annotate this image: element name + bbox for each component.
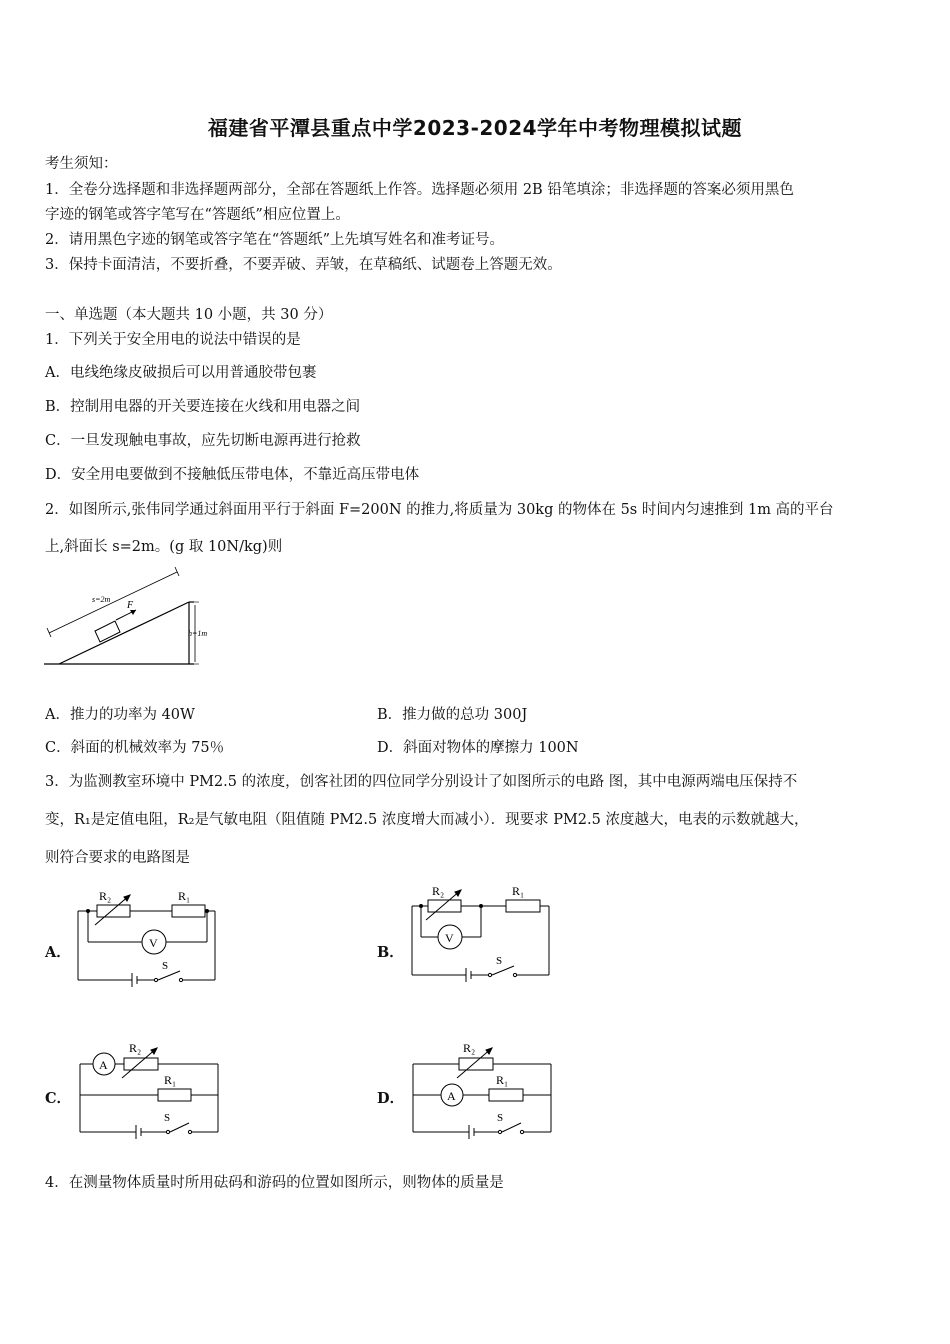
voltmeter-label: V [445, 931, 454, 945]
incline-figure [44, 565, 224, 670]
r2-label: R₂ [99, 889, 112, 903]
q3-stem-1: 3．为监测教室环境中 PM2.5 的浓度，创客社团的四位同学分别设计了如图所示的电路 图，其中电源两端电压保持不 [45, 774, 798, 790]
switch-label: S [164, 1112, 171, 1124]
r1-label: R₁ [178, 889, 191, 903]
r1-label: R₁ [496, 1073, 509, 1087]
voltmeter-label: V [149, 936, 158, 950]
notice-item-1: 1．全卷分选择题和非选择题两部分，全部在答题纸上作答。选择题必须用 2B 铅笔填涂；非选择题的答案必须用黑色 [45, 182, 794, 198]
ammeter-label: A [99, 1058, 108, 1072]
circuit-a-label: A． [45, 944, 71, 961]
notice-heading: 考生须知： [45, 156, 118, 172]
q2-option-d: D．斜面对物体的摩擦力 100N [377, 740, 579, 756]
r2-label: R₂ [129, 1041, 142, 1055]
notice-item-1-cont: 字迹的钢笔或答字笔写在“答题纸”相应位置上。 [45, 207, 350, 223]
r2-label: R₂ [432, 884, 445, 898]
circuit-b-label: B． [377, 944, 404, 961]
ammeter-label: A [447, 1089, 456, 1103]
q2-option-b: B．推力做的总功 300J [377, 707, 528, 723]
switch-label: S [496, 955, 503, 967]
notice-item-3: 3．保持卡面清洁，不要折叠，不要弄破、弄皱，在草稿纸、试题卷上答题无效。 [45, 257, 562, 273]
height-label: h=1m [188, 629, 208, 638]
circuit-d-diagram [405, 1030, 565, 1140]
r1-label: R₁ [512, 884, 525, 898]
q3-stem-3: 则符合要求的电路图是 [45, 850, 190, 866]
q1-option-c: C．一旦发现触电事故，应先切断电源再进行抢救 [45, 433, 361, 449]
q3-stem-2: 变，R₁是定值电阻，R₂是气敏电阻（阻值随 PM2.5 浓度增大而减小）．现要求 PM2.5 浓度越大，电表的示数就越大， [45, 812, 809, 828]
q1-stem: 1．下列关于安全用电的说法中错误的是 [45, 332, 301, 348]
switch-label: S [162, 960, 169, 972]
circuit-c-diagram [72, 1030, 232, 1140]
q1-option-d: D．安全用电要做到不接触低压带电体，不靠近高压带电体 [45, 467, 420, 483]
q2-stem-2: 上,斜面长 s=2m。(g 取 10N/kg)则 [45, 539, 283, 555]
q2-option-c: C．斜面的机械效率为 75％ [45, 740, 225, 756]
force-label: F [127, 600, 134, 611]
slope-length-label: s=2m [92, 595, 111, 604]
q1-option-a: A．电线绝缘皮破损后可以用普通胶带包裹 [45, 365, 317, 381]
page-title: 福建省平潭县重点中学2023-2024学年中考物理模拟试题 [207, 116, 743, 140]
q1-option-b: B．控制用电器的开关要连接在火线和用电器之间 [45, 399, 361, 415]
q2-option-a: A．推力的功率为 40W [45, 707, 195, 723]
r2-label: R₂ [463, 1041, 476, 1055]
section-heading: 一、单选题（本大题共 10 小题，共 30 分） [45, 307, 333, 323]
r1-label: R₁ [164, 1073, 177, 1087]
q4-stem: 4．在测量物体质量时所用砝码和游码的位置如图所示，则物体的质量是 [45, 1175, 504, 1191]
circuit-a-diagram [70, 880, 230, 995]
notice-item-2: 2．请用黑色字迹的钢笔或答字笔在“答题纸”上先填写姓名和准考证号。 [45, 232, 505, 248]
circuit-b-diagram [404, 875, 564, 990]
switch-label: S [497, 1112, 504, 1124]
circuit-c-label: C． [45, 1090, 72, 1107]
circuit-d-label: D． [377, 1090, 405, 1107]
q2-stem-1: 2．如图所示,张伟同学通过斜面用平行于斜面 F=200N 的推力,将质量为 30kg 的物体在 5s 时间内匀速推到 1m 高的平台 [45, 502, 834, 518]
